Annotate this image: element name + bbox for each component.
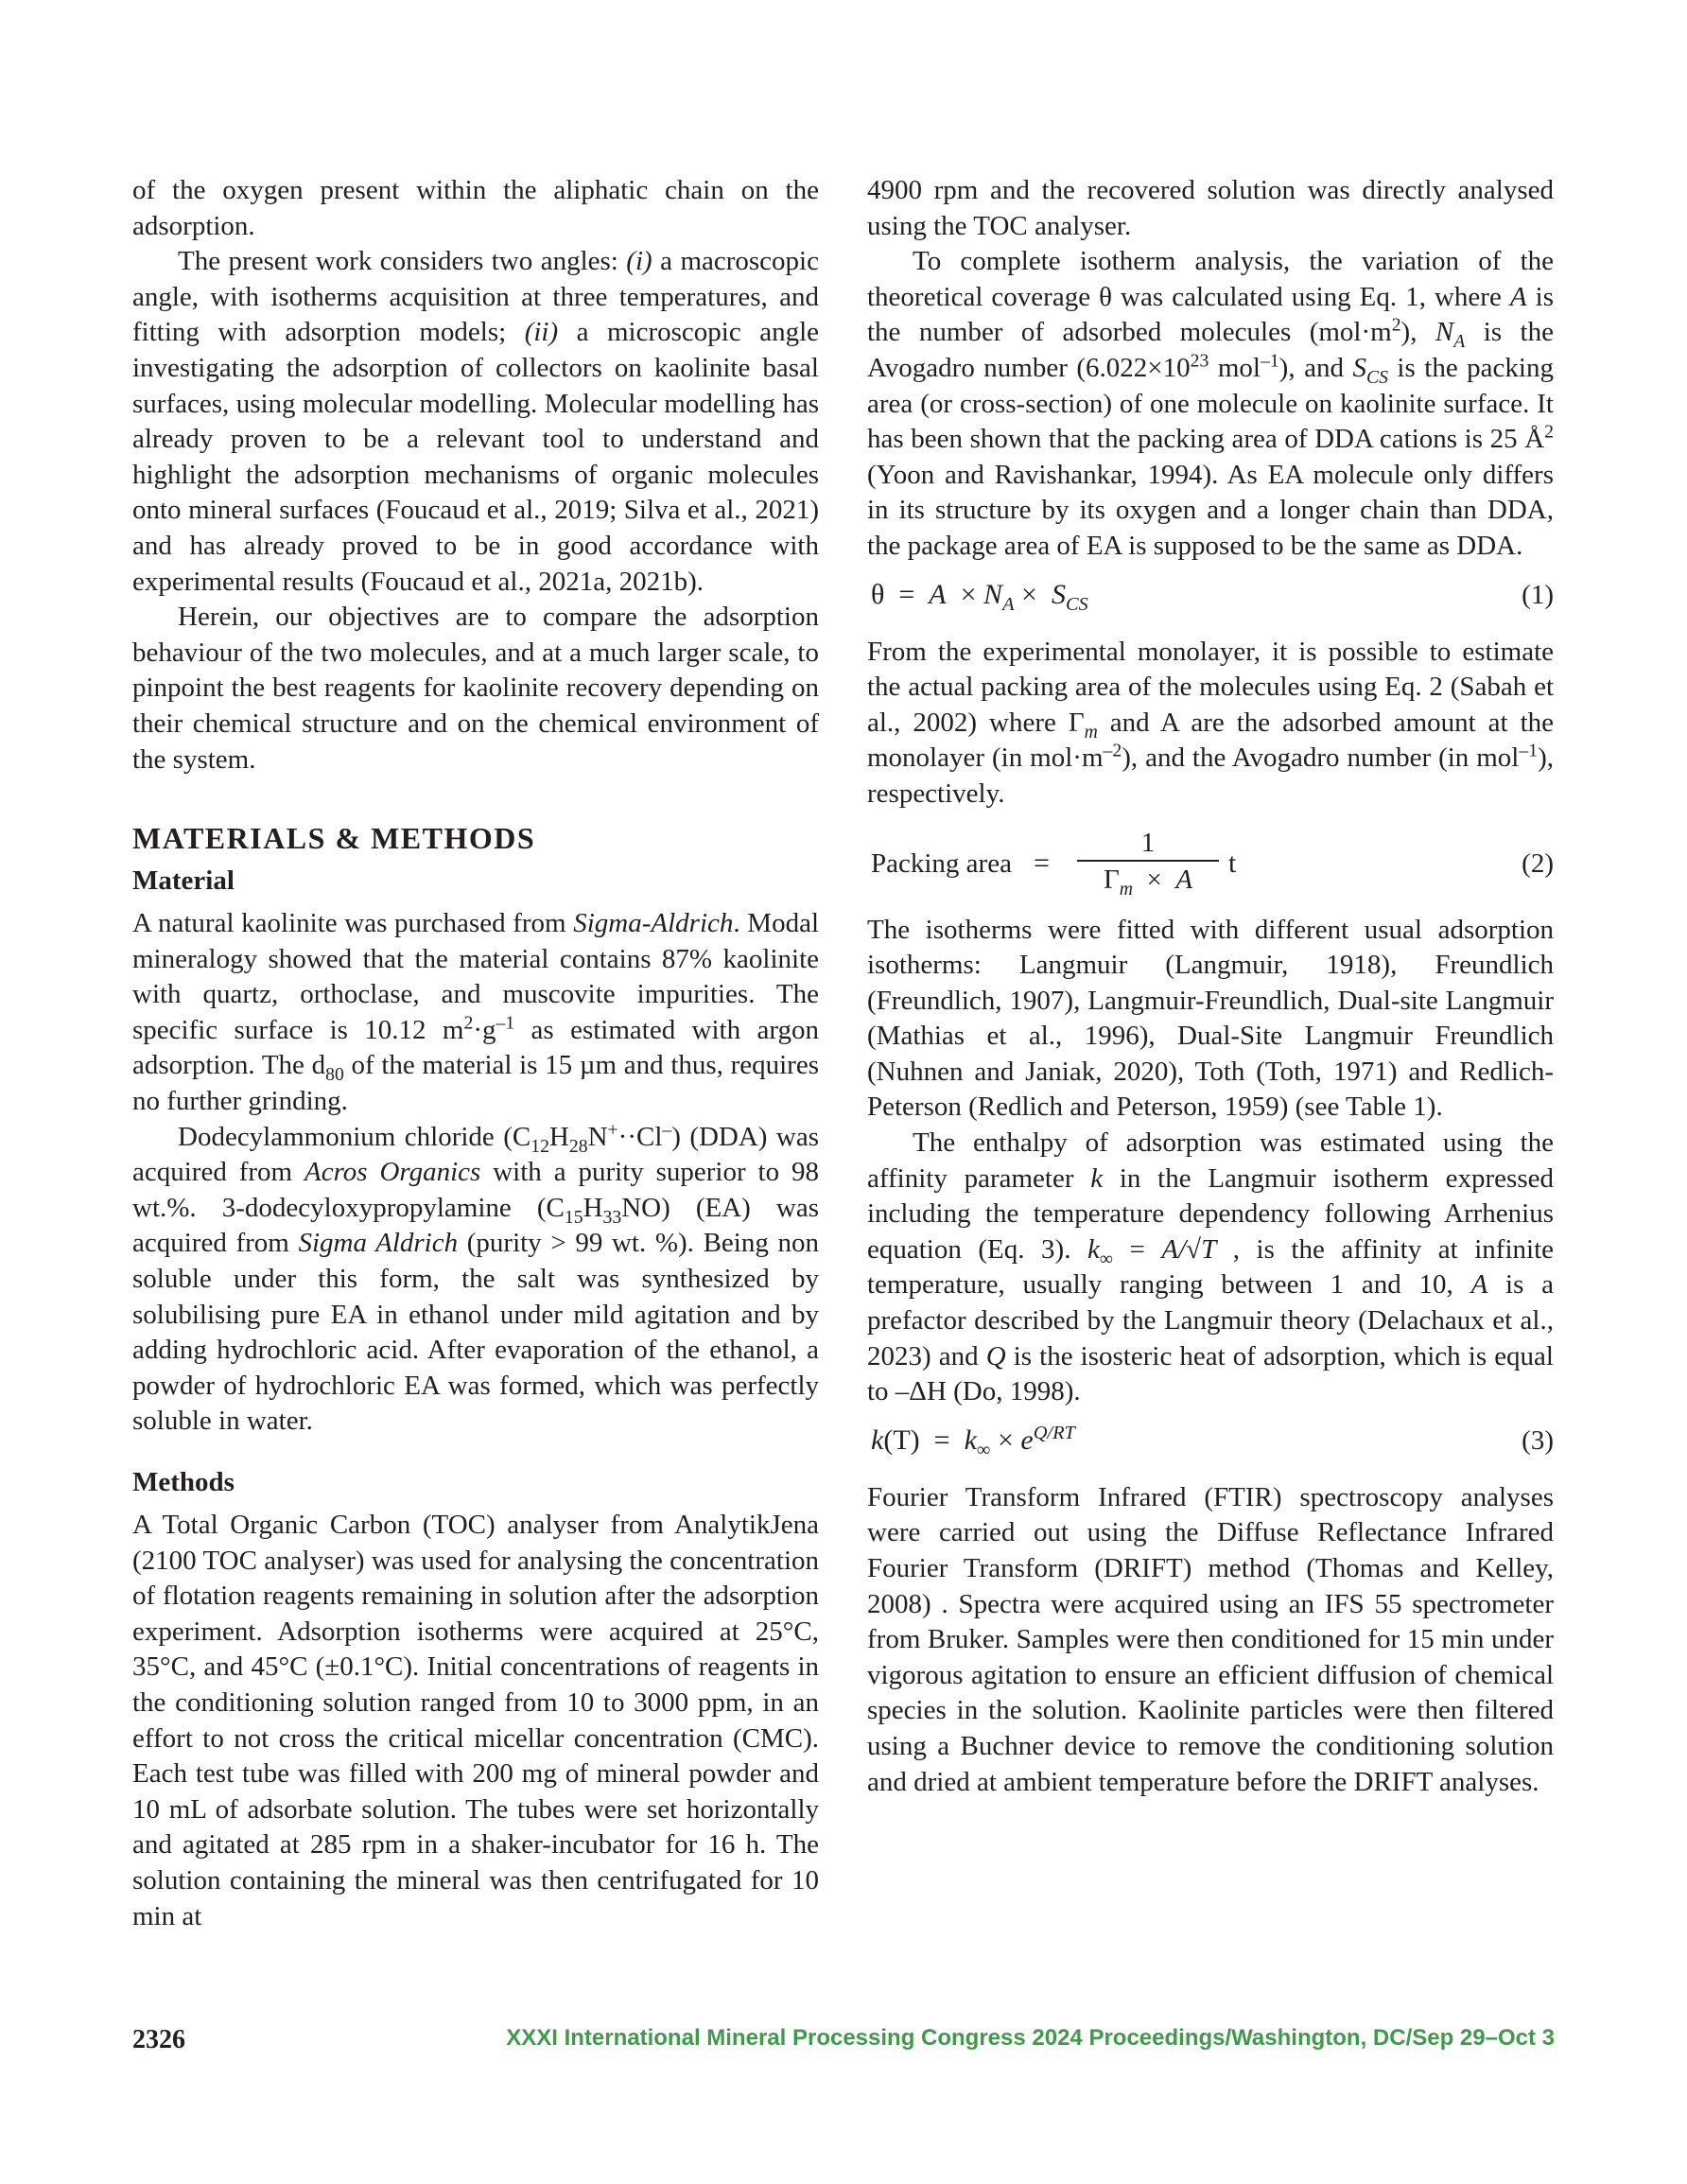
right-column [867, 173, 1554, 1800]
journal-title: XXXI International Mineral Processing Congress 2024 Proceedings/Washington, DC/Sep 29–Oct 3 [506, 2025, 1555, 2051]
left-column [132, 173, 819, 1934]
section-heading: MATERIALS & METHODS [132, 821, 536, 856]
subheading-methods: Methods [132, 1467, 235, 1497]
subheading-material: Material [132, 865, 235, 897]
paragraph-reagents: Dodecylammonium chloride $(C_{12}H_{28}N^+\cdot\cdot Cl^-)$ (DDA) was acquired from Acros Organics with a purity superior to 98 wt.%. 3-dodecyloxypropylamine $(C_{15}H_{33}NO)$ (EA) was acquired from Sigma Aldrich (purity > 99 wt. %). Being non soluble under this form, the salt was synthesized by solubilising pure EA in ethanol under mild agitation and by adding hydrochloric acid. After evaporation of the ethanol, a powder of hydrochloric EA was formed, which was perfectly soluble in water. [132, 1119, 819, 1437]
equation-2: Packing area = $\frac{1}{\Gamma_m \times A}$ t (2) [871, 827, 1554, 900]
paragraph-isotherms: The isotherms were fitted with different usual adsorption isotherms: Langmuir (Langmuir, 1918), Freundlich (Freundlich, 1907), Langmuir-Freundlich, Dual-site Langmuir (Mathias et al., 1996), Dual-Site Langmuir Freundlich (Nuhnen and Janiak, 2020), Toth (Toth, 1971) and Redlich-Peterson (Redlich and Peterson, 1959) (see Table 1). [867, 914, 1554, 1123]
paragraph-methods: A Total Organic Carbon (TOC) analyser from AnalytikJena (2100 TOC analyser) was used for analysing the concentration of flotation reagents remaining in solution after the adsorption experiment. Adsorption isotherms were acquired at 25°C, 35°C, and 45°C (±0.1°C). Initial concentrations of reagents in the conditioning solution ranged from 10 to 3000 ppm, in an effort to not cross the critical micellar concentration (CMC). Each test tube was filled with 200 mg of mineral powder and 10 mL of adsorbate solution. The tubes were set horizontally and agitated at 285 rpm in a shaker-incubator for 16 h. The solution containing the mineral was then centrifugated for 10 min at [132, 1510, 819, 1931]
paragraph-continuation-right: 4900 rpm and the recovered solution was directly analysed using the TOC analyser. [867, 175, 1554, 241]
paragraph-continuation: of the oxygen present within the aliphatic chain on the adsorption. [132, 175, 819, 241]
equation-2-fraction: $\frac{1}{\Gamma_m \times A}$ [1077, 826, 1219, 898]
paragraph-objectives: Herein, our objectives are to compare the adsorption behaviour of the two molecules, and at a much larger scale, to pinpoint the best reagents for kaolinite recovery depending on their chemical structure and on the chemical environment of the system. [132, 602, 819, 775]
equation-3-number: (3) [1522, 1424, 1554, 1456]
paragraph-material: A natural kaolinite was purchased from Sigma-Aldrich. Modal mineralogy showed that the material contains 87% kaolinite with quartz, orthoclase, and muscovite impurities. The specific surface is 10.12 $m^2\cdot g^{-1}$ as estimated with argon adsorption. The $d_{80}$ of the material is 15 µm and thus, requires no further grinding. [132, 908, 820, 1117]
paragraph-enthalpy: The enthalpy of adsorption was estimated using the affinity parameter k in the Langmuir isotherm expressed including the temperature dependency following Arrhenius equation (Eq. 3). $k_\infty = A/√T$ , is the affinity at infinite temperature, usually ranging between 1 and 10, A is a prefactor described by the Langmuir theory (Delachaux et al., 2023) and Q is the isosteric heat of adsorption, which is equal to –ΔH (Do, 1998). [867, 1127, 1554, 1407]
equation-3: $k(T) = k_\infty \times e^{Q/RT}$ (3) [871, 1422, 1554, 1460]
equation-2-number: (2) [1522, 847, 1554, 879]
paragraph-angles: The present work considers two angles: (i) a macroscopic angle, with isotherms acquisition at three temperatures, and fitting with adsorption models; (ii) a microscopic angle investigating the adsorption of collectors on kaolinite basal surfaces, using molecular modelling. Molecular modelling has already proven to be a relevant tool to understand and highlight the adsorption mechanisms of organic molecules onto mineral surfaces (Foucaud et al., 2019; Silva et al., 2021) and has already proved to be in good accordance with experimental results (Foucaud et al., 2021a, 2021b). [132, 246, 820, 597]
equation-1-number: (1) [1522, 579, 1554, 610]
page-footer [132, 2025, 1555, 2063]
equation-1: $\theta = A \times N_A \times S_{CS}$ (1) [871, 576, 1554, 618]
page-number: 2326 [132, 2025, 185, 2054]
paragraph-coverage: To complete isotherm analysis, the variation of the theoretical coverage θ was calculated using Eq. 1, where A is the number of adsorbed molecules $(mol\cdot m^2)$, $N_A$ is the Avogadro number ($6.022\times 10^{23}$ mol$^{-1}$), and $S_{CS}$ is the packing area (or cross-section) of one molecule on kaolinite surface. It has been shown that the packing area of DDA cations is 25 $Å^2$ (Yoon and Ravishankar, 1994). As EA molecule only differs in its structure by its oxygen and a longer chain than DDA, the package area of EA is supposed to be the same as DDA. [867, 246, 1555, 561]
paragraph-monolayer: From the experimental monolayer, it is possible to estimate the actual packing area of the molecules using Eq. 2 (Sabah et al., 2002) where $\Gamma_m$ and A are the adsorbed amount at the monolayer (in $mol\cdot m^{-2}$), and the Avogadro number (in mol$^{-1}$), respectively. [867, 636, 1554, 809]
paragraph-ftir: Fourier Transform Infrared (FTIR) spectroscopy analyses were carried out using the Diffuse Reflectance Infrared Fourier Transform (DRIFT) method (Thomas and Kelley, 2008) . Spectra were acquired using an IFS 55 spectrometer from Bruker. Samples were then conditioned for 15 min under vigorous agitation to ensure an efficient diffusion of chemical species in the solution. Kaolinite particles were then filtered using a Buchner device to remove the conditioning solution and dried at ambient temperature before the DRIFT analyses. [867, 1481, 1554, 1797]
